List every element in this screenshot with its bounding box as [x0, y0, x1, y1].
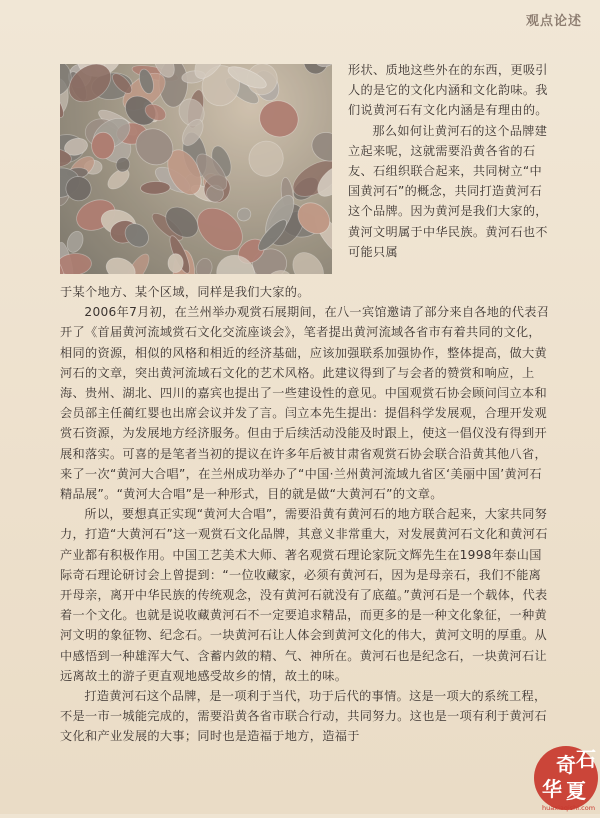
side-paragraph-1: 形状、质地这些外在的东西，更吸引人的是它的文化内涵和文化韵味。我们说黄河石有文化内涵是有理由的。: [348, 63, 548, 118]
logo-char-1: 奇: [556, 753, 576, 777]
water-glare: [60, 64, 332, 274]
yellow-river-stones-photo: [60, 64, 332, 274]
logo-char-2: 石: [576, 747, 596, 771]
huaxia-qishi-watermark-logo: [508, 722, 600, 814]
logo-url: huaxiaqishi.com: [542, 804, 596, 812]
side-paragraph-2: 那么如何让黄河石的这个品牌建立起来呢，这就需要沿黄各省的石友、石组织联合起来，共同树立“中国黄河石”的概念，共同打造黄河石这个品牌。因为黄河是我们大家的，黄河文明属于中华民族。黄河石也不可能只属: [348, 123, 548, 259]
main-paragraph-2: 所以，要想真正实现“黄河大合唱”，需要沿黄有黄河石的地方联合起来，大家共同努力，打造“大黄河石”这一观赏石文化品牌，其意义非常重大，对发展黄河石文化和黄河石产业都有积极作用。中国工艺美术大师、著名观赏石理论家阮文辉先生在1998年泰山国际奇石理论研讨会上曾提到：“一位收藏家，必须有黄河石，因为是母亲石，我们不能离开母亲，离开中华民族的传统观念，没有黄河石就没有了底蕴。”黄河石是一个载体，代表着一个文化。也就是说收藏黄河石不一定要追求精品，而更多的是一种文化象征，一种黄河文明的象征物、纪念石。一块黄河石让人体会到黄河文化的伟大，黄河文明的厚重。从中感悟到一种雄浑大气、含蓄内敛的精、气、神所在。黄河石也是纪念石，一块黄河石让远离故土的游子更直观地感受故乡的情，故土的味。: [60, 507, 548, 683]
main-paragraph-1: 2006年7月初，在兰州举办观赏石展期间，在八一宾馆邀请了部分来自各地的代表召开了《首届黄河流域赏石文化交流座谈会》，笔者提出黄河流域各省市有着共同的文化，相同的资源，相似的风格和相近的经济基础，应该加强联系加强协作，整体提高，做大黄河石的文章，突出黄河流域石文化的艺术风格。此建议得到了与会者的赞赏和响应，上海、贵州、湖北、四川的嘉宾也提出了一些建设性的意见。中国观赏石协会顾问闫立本和会员部主任蔺红婴也出席会议并发了言。闫立本先生提出：提倡科学发展观，合理开发观赏石资源，为发展地方经济服务。但由于后续活动没能及时跟上，使这一倡仪没有得到开展和落实。可喜的是笔者当初的提议在许多年后被甘肃省观赏石协会联合沿黄其他八省，来了一次“黄河大合唱”，在兰州成功举办了“中国·兰州黄河流域九省区‘美丽中国’黄河石精品展”。“黄河大合唱”是一种形式，目的就是做“大黄河石”的文章。: [60, 305, 550, 502]
main-paragraph-continuation: 于某个地方、某个区域，同样是我们大家的。: [60, 285, 310, 299]
main-paragraph-3: 打造黄河石这个品牌，是一项利于当代，功于后代的事情。这是一项大的系统工程，不是一市一城能完成的，需要沿黄各省市联合行动，共同努力。这也是一项有利于黄河石文化和产业发展的大事；同时也是造福于地方，造福于: [60, 689, 548, 744]
side-column-text: [348, 60, 550, 262]
logo-char-3: 华: [542, 777, 562, 801]
main-column-text: [60, 282, 550, 747]
section-header: 观点论述: [525, 14, 582, 29]
logo-char-4: 夏: [566, 779, 586, 803]
